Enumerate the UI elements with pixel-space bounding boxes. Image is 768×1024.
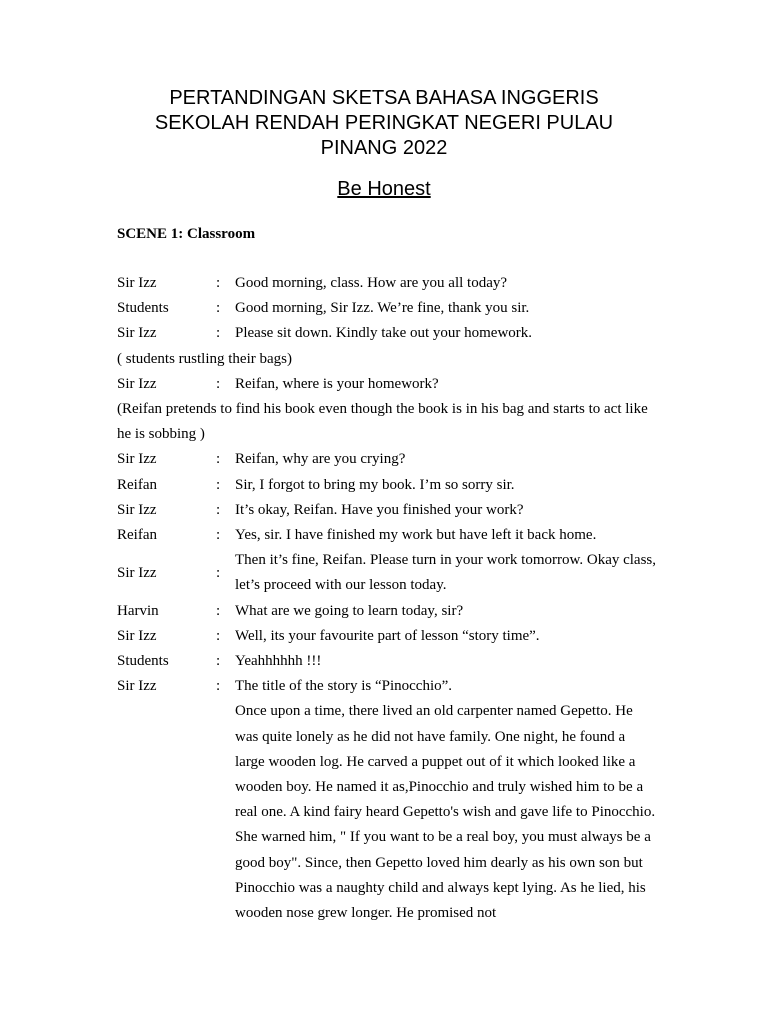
dialogue-text: Well, its your favourite part of lesson “story time”. [235, 627, 540, 644]
speaker-name: Reifan [117, 476, 157, 493]
header-line: PINANG 2022 [320, 137, 448, 159]
dialogue-text: Sir, I forgot to bring my book. I’m so sorry sir. [235, 476, 515, 493]
header-line: SEKOLAH RENDAH PERINGKAT NEGERI PULAU [154, 112, 614, 134]
speaker-name: Reifan [117, 527, 157, 544]
speaker-name: Sir Izz [117, 678, 157, 695]
dialogue-line [117, 674, 657, 699]
dialogue-text: The title of the story is “Pinocchio”. [235, 678, 453, 695]
header-line: PERTANDINGAN SKETSA BAHASA INGGERIS [169, 87, 599, 109]
dialogue-text: It’s okay, Reifan. Have you finished your work? [235, 501, 524, 518]
speaker-name: Students [117, 300, 169, 317]
dialogue-line [117, 372, 657, 397]
dialogue-line [117, 498, 657, 523]
speaker-name: Sir Izz [117, 564, 157, 581]
speaker-name: Sir Izz [117, 451, 157, 468]
stage-direction: ( students rustling their bags) [117, 350, 292, 367]
speaker-name: Students [117, 653, 169, 670]
dialogue-text: Reifan, where is your homework? [235, 375, 439, 392]
speaker-name: Harvin [117, 602, 159, 619]
speaker-name: Sir Izz [117, 375, 157, 392]
dialogue-text: Yes, sir. I have finished my work but have left it back home. [235, 527, 597, 544]
story-narrative: Once upon a time, there lived an old carpenter named Gepetto. He was quite lonely as he did not have family. One night, he found a large wooden log. He carved a puppet out of it which looked like a wooden boy. He named it as,Pinocchio and truly wished him to be a real one. A kind fairy heard Gepetto's wish and gave life to Pinocchio. She warned him, " If you want to be a real boy, you must always be a good boy". Since, then Gepetto loved him dearly as his own son but Pinocchio was a naughty child and always kept lying. As he lied, his wooden nose grew longer. He promised not [235, 703, 656, 922]
speaker-colon: : [216, 275, 221, 291]
speaker-name: Sir Izz [117, 501, 157, 518]
dialogue-text: Then it’s fine, Reifan. Please turn in your work tomorrow. Okay class, let’s proceed with our lesson today. [235, 552, 657, 594]
speaker-colon: : [216, 653, 221, 670]
speaker-colon: : [216, 527, 221, 544]
speaker-colon: : [216, 325, 221, 342]
dialogue-line [117, 473, 657, 498]
speaker-name: Sir Izz [117, 325, 157, 342]
dialogue-line [117, 649, 657, 674]
dialogue-text: Reifan, why are you crying? [235, 451, 406, 468]
speaker-colon: : [216, 627, 221, 644]
speaker-colon: : [216, 375, 221, 392]
scene-heading: SCENE 1: Classroom [117, 226, 256, 242]
dialogue-text: Yeahhhhhh !!! [235, 653, 322, 670]
dialogue-line [117, 523, 657, 548]
dialogue-line [117, 321, 657, 346]
speaker-colon: : [216, 476, 221, 493]
speaker-colon: : [216, 501, 221, 518]
speaker-colon: : [216, 564, 221, 581]
dialogue-line [117, 624, 657, 649]
speaker-colon: : [216, 678, 221, 695]
speaker-colon: : [216, 300, 221, 317]
dialogue-text: Good morning, Sir Izz. We’re fine, thank you sir. [235, 300, 530, 317]
stage-direction: (Reifan pretends to find his book even though the book is in his bag and starts to act like he is sobbing ) [117, 401, 648, 443]
dialogue-text: Good morning, class. How are you all today? [235, 275, 508, 291]
speaker-colon: : [216, 451, 221, 468]
speaker-name: Sir Izz [117, 275, 157, 291]
dialogue-line [117, 296, 657, 321]
dialogue-text: Please sit down. Kindly take out your homework. [235, 325, 533, 342]
speaker-colon: : [216, 602, 221, 619]
sketch-title [0, 176, 768, 202]
dialogue-line [117, 548, 657, 598]
sketch-title-text: Be Honest [337, 178, 431, 200]
competition-header [0, 86, 768, 161]
script-body [117, 271, 657, 926]
dialogue-line [117, 599, 657, 624]
dialogue-line [117, 271, 657, 296]
speaker-name: Sir Izz [117, 627, 157, 644]
dialogue-line [117, 447, 657, 472]
dialogue-text: What are we going to learn today, sir? [235, 602, 464, 619]
